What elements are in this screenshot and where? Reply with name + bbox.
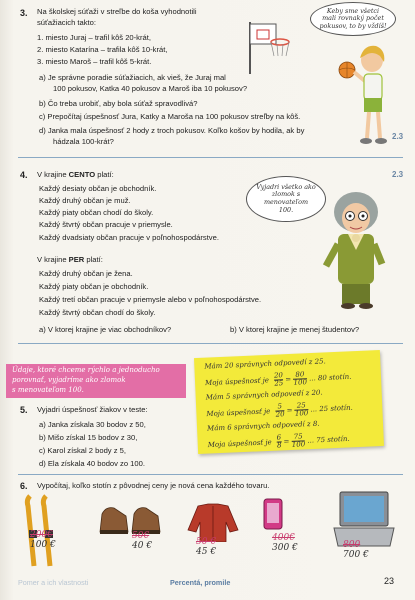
task3-question-b: b) Čo treba urobiť, aby bola súťaž spravodlivá? [39,99,198,108]
heading-prefix: V krajine [37,255,69,264]
country-name-per: PER [68,255,85,264]
price-tag-laptop [343,540,369,560]
footer-chapter: Pomer a ich vlastnosti [18,578,89,587]
task4-question-a: a) V ktorej krajine je viac obchodníkov? [39,325,172,334]
price-tag-jacket [196,537,216,557]
difficulty-badge: 2.3 [392,170,404,179]
task6-number: 6. [20,481,28,491]
new-price: 700 € [343,550,369,560]
old-price: 200€ [30,530,53,540]
note-text: Moja úspešnosť je [207,438,272,450]
fraction [291,433,305,449]
task4-question-b: b) V ktorej krajine je menej študentov? [230,325,360,334]
task5-item: d) Ela získala 40 bodov zo 100. [39,459,145,468]
note-line: Moja úspešnosť je $\frac{20}{25}$ = $\frac{80}{100}$ ... 80 stotín. [204,370,352,388]
heading-suffix: platí: [84,255,103,264]
task3-number: 3. [20,8,28,18]
fraction [293,371,307,387]
section-divider [18,157,403,158]
task5-title: Vyjadri úspešnosť žiakov v teste: [37,405,148,414]
info-line: porovnať, vyjadríme ako zlomok [12,376,126,384]
task3-list-item: 1. miesto Juraj – trafil kôš 20-krát, [37,33,151,42]
heading-suffix: platí: [95,170,114,179]
new-price: 100 € [30,540,56,550]
denominator: 100 [294,409,309,418]
task4-per-heading [37,255,103,265]
speech-bubble-task4: Vyjadri všetko ako zlomok s menovateľom 100. [246,176,326,222]
old-price: 400€ [272,533,295,543]
denominator: 25 [274,379,284,388]
task3-question-d: d) Janka mala úspešnosť 2 hody z troch pokusov. Koľko košov by hodila, ak by [39,126,305,135]
old-price: 50 € [196,537,217,547]
footer-title: Percentá, promile [170,578,231,587]
task5-item: c) Karol získal 2 body z 5, [39,446,126,455]
task3-question-a: a) Je správne poradie súťažiacich, ak vieš, že Juraj mal [39,73,226,82]
per-fact: Každý tretí občan pracuje v priemysle alebo v poľnohospodárstve. [39,295,262,304]
numerator: 80 [293,371,307,380]
numerator: 25 [294,402,308,411]
fraction [274,372,284,387]
country-name-centro: CENTO [68,170,96,179]
denominator: 20 [275,410,285,419]
girl-basketball-illustration [334,38,394,150]
price-tag-skis [30,530,56,550]
speech-bubble-task3: Keby sme všetci mali rovnaký počet pokusov, to by vždíš! [310,2,396,36]
price-tag-phone [272,533,298,553]
task3-intro-line2: súťažiacich takto: [37,18,96,27]
note-line: Mám 20 správnych odpovedí z 25. [204,357,326,371]
denominator: 100 [291,440,306,449]
note-line: Moja úspešnosť je $\frac{6}{8}$ = $\frac{75}{100}$ ... 75 stotín. [207,432,350,450]
new-price: 300 € [272,543,298,553]
task3-list-item: 2. miesto Katarína – trafila kôš 10-krát, [37,45,168,54]
numerator: 75 [291,433,305,442]
task4-number: 4. [20,170,28,180]
task5-item: b) Mišo získal 15 bodov z 30, [39,433,138,442]
task3-question-d-cont: hádzala 100-krát? [53,137,114,146]
numerator: 6 [276,433,282,442]
per-fact: Každý piaty občan je obchodník. [39,282,149,291]
price-tag-boots [132,531,152,551]
sticky-note [194,350,384,454]
task6-title: Vypočítaj, koľko stotín z pôvodnej ceny je nová cena každého tovaru. [37,481,270,490]
centro-fact: Každý druhý občan je muž. [39,196,131,205]
note-text: ... 80 stotín. [308,372,352,383]
denominator: 100 [293,378,308,387]
task3-intro-line1: Na školskej súťaži v streľbe do koša vyhodnotili [37,7,197,16]
note-text: Moja úspešnosť je [206,407,271,419]
old-price: 50€ [132,531,150,541]
centro-fact: Každý dvadsiaty občan pracuje v poľnohospodárstve. [39,233,219,242]
note-line: Mám 5 správnych odpovedí z 20. [205,388,323,402]
heading-prefix: V krajine [37,170,69,179]
note-line: Moja úspešnosť je $\frac{5}{20}$ = $\frac{25}{100}$ ... 25 stotín. [206,401,353,419]
page-number: 23 [384,576,395,586]
fraction [294,402,308,418]
numerator: 5 [275,403,284,411]
section-divider [18,343,403,344]
centro-fact: Každý piaty občan chodí do školy. [39,208,154,217]
info-box-pink [6,364,186,398]
fraction [275,403,285,418]
task3-question-a-cont: 100 pokusov, Katka 40 pokusov a Maroš iba 10 pokusov? [53,84,248,93]
note-text: Moja úspešnosť je [204,376,270,388]
info-line: s menovateľom 100. [12,386,84,394]
task5-number: 5. [20,405,28,415]
info-line: Údaje, ktoré chceme rýchlo a jednoducho [12,366,160,374]
per-fact: Každý druhý občan je žena. [39,269,133,278]
professor-illustration [320,188,390,312]
boots-illustration [96,498,166,538]
per-fact: Každý štvrtý občan chodí do školy. [39,308,156,317]
centro-fact: Každý štvrtý občan pracuje v priemysle. [39,220,173,229]
new-price: 40 € [132,541,153,551]
new-price: 45 € [196,547,217,557]
difficulty-badge: 2.3 [392,132,404,141]
centro-fact: Každý desiaty občan je obchodník. [39,184,157,193]
jacket-illustration [186,502,240,542]
basketball-hoop-icon [244,22,292,74]
task3-list-item: 3. miesto Maroš – trafil kôš 5-krát. [37,57,152,66]
denominator: 8 [276,441,282,450]
task5-item: a) Janka získala 30 bodov z 50, [39,420,146,429]
phone-illustration [262,497,284,531]
fraction [277,434,282,449]
note-text: ... 25 stotín. [310,403,353,414]
note-line: Mám 6 správnych odpovedí z 8. [206,419,320,433]
old-price: 800 [343,540,361,550]
section-divider [18,474,403,475]
note-text: ... 75 stotín. [307,434,350,445]
numerator: 20 [273,371,284,380]
task4-centro-heading [37,170,114,180]
task3-question-c: c) Prepočítaj úspešnosť Jura, Katky a Maroša na 100 pokusov streľby na kôš. [39,112,301,121]
